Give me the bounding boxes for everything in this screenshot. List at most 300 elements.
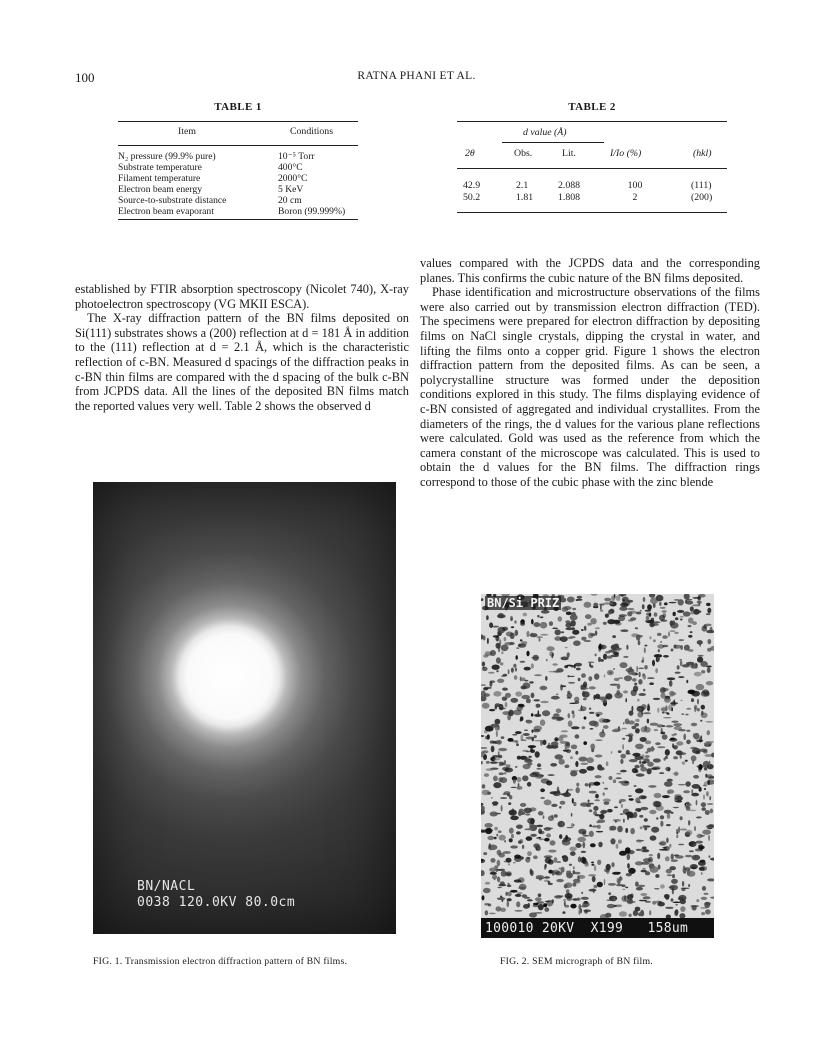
sem-grain: [487, 638, 489, 644]
sem-grain: [620, 662, 628, 668]
sem-grain: [660, 815, 664, 819]
sem-grain: [639, 900, 647, 902]
sem-grain: [597, 882, 603, 888]
sem-grain: [667, 677, 676, 680]
table1-value-cell: 20 cm: [278, 195, 302, 206]
sem-grain: [604, 674, 606, 678]
sem-grain: [548, 870, 552, 874]
sem-grain: [526, 751, 530, 753]
sem-grain: [634, 765, 639, 769]
sem-grain: [594, 865, 596, 871]
sem-grain: [685, 760, 688, 762]
sem-grain: [559, 868, 562, 870]
sem-grain: [593, 603, 598, 607]
sem-grain: [702, 626, 708, 632]
sem-grain: [576, 783, 579, 787]
sem-grain: [514, 879, 522, 882]
sem-grain: [654, 612, 658, 616]
sem-grain: [662, 610, 667, 613]
sem-grain: [490, 858, 495, 863]
sem-grain: [659, 901, 662, 904]
sem-grain: [561, 867, 565, 873]
sem-grain: [514, 855, 521, 859]
sem-grain: [569, 847, 576, 851]
sem-grain: [654, 888, 660, 889]
sem-grain: [610, 838, 615, 844]
figure2-top-label: BN/Si PRIZ: [487, 596, 560, 610]
table1: [118, 151, 345, 217]
sem-grain: [526, 631, 529, 637]
sem-grain: [501, 805, 503, 812]
sem-grain: [549, 621, 553, 626]
sem-grain: [516, 825, 523, 829]
sem-grain: [649, 594, 655, 598]
sem-grain: [595, 627, 600, 629]
table2-row: [457, 192, 727, 204]
sem-grain: [568, 713, 571, 718]
sem-grain: [533, 855, 538, 859]
sem-grain: [704, 893, 709, 895]
sem-grain: [579, 757, 588, 762]
sem-grain: [627, 600, 633, 603]
sem-grain: [659, 841, 666, 846]
sem-grain: [660, 607, 666, 609]
sem-grain: [623, 599, 625, 601]
sem-grain: [625, 828, 628, 833]
sem-grain: [686, 680, 688, 683]
sem-grain: [693, 733, 695, 737]
table2-col-intensity: I/Io (%): [610, 148, 642, 159]
sem-grain: [702, 886, 706, 891]
sem-grain: [662, 847, 666, 849]
sem-grain: [515, 630, 519, 636]
sem-grain: [644, 647, 646, 653]
sem-grain: [569, 789, 574, 791]
sem-grain: [536, 768, 541, 770]
sem-grain: [530, 749, 535, 753]
sem-grain: [536, 837, 539, 839]
sem-grain: [610, 601, 613, 603]
table1-row: [118, 162, 345, 173]
sem-grain: [623, 656, 629, 658]
table1-row: [118, 173, 345, 184]
sem-grain: [561, 730, 569, 732]
sem-grain: [538, 893, 542, 897]
sem-grain: [510, 633, 515, 639]
sem-grain: [501, 645, 509, 652]
sem-grain: [514, 675, 518, 680]
sem-grain: [511, 626, 514, 628]
sem-grain: [486, 615, 489, 620]
sem-grain: [493, 635, 499, 637]
sem-grain: [531, 693, 535, 699]
sem-grain: [701, 802, 706, 807]
sem-grain: [527, 899, 533, 901]
sem-grain: [653, 698, 660, 700]
sem-grain: [520, 622, 525, 626]
sem-grain: [697, 699, 699, 705]
sem-grain: [710, 897, 714, 899]
table1-col-conditions: Conditions: [290, 126, 334, 137]
sem-grain: [578, 910, 580, 915]
sem-grain: [507, 793, 510, 796]
sem-grain: [589, 791, 597, 794]
sem-grain: [531, 663, 534, 669]
table1-item-cell: Source-to-substrate distance: [118, 195, 227, 206]
sem-grain: [491, 746, 495, 753]
sem-grain: [656, 595, 664, 602]
sem-grain: [526, 836, 533, 841]
right-paragraph-1: values compared with the JCPDS data and the corresponding planes. This confirms the cubic nature of the BN films deposited.: [420, 256, 760, 285]
sem-grain: [634, 683, 637, 686]
sem-grain: [490, 872, 497, 875]
sem-grain: [502, 688, 508, 691]
sem-grain: [516, 901, 520, 907]
sem-grain: [692, 905, 697, 910]
sem-grain: [489, 622, 493, 628]
sem-grain: [686, 740, 691, 745]
sem-grain: [507, 901, 510, 908]
sem-grain: [619, 781, 625, 783]
table1-col-item: Item: [178, 126, 196, 137]
sem-grain: [552, 663, 557, 666]
sem-grain: [657, 656, 660, 661]
sem-grain: [581, 897, 589, 900]
sem-grain: [690, 611, 694, 615]
figure1-label-sample: BN/NACL: [137, 879, 196, 894]
sem-grain: [705, 744, 709, 746]
sem-grain: [492, 755, 500, 758]
sem-grain: [685, 803, 687, 806]
sem-grain: [665, 856, 670, 861]
sem-grain: [711, 753, 714, 758]
sem-grain: [481, 684, 486, 686]
sem-grain: [524, 897, 531, 899]
sem-grain: [537, 636, 543, 637]
sem-grain: [595, 630, 597, 635]
sem-grain: [484, 823, 492, 828]
sem-grain: [495, 719, 501, 725]
sem-grain: [558, 821, 565, 827]
sem-grain: [528, 756, 531, 758]
sem-grain: [595, 755, 603, 758]
sem-grain: [672, 734, 675, 737]
sem-grain: [638, 912, 645, 916]
table2-hkl-cell: (111): [691, 180, 712, 191]
sem-grain: [563, 750, 569, 752]
sem-grain: [692, 855, 701, 861]
sem-grain: [544, 907, 549, 912]
sem-grain: [689, 810, 696, 812]
sem-grain: [675, 617, 679, 620]
sem-grain: [703, 794, 705, 800]
sem-grain: [665, 698, 669, 700]
sem-grain: [555, 629, 561, 635]
sem-grain: [677, 746, 679, 747]
sem-grain: [621, 804, 623, 808]
sem-grain: [635, 797, 640, 802]
sem-grain: [585, 783, 589, 786]
sem-grain: [633, 910, 638, 916]
sem-grain: [628, 720, 635, 724]
sem-grain: [693, 775, 699, 779]
sem-grain: [540, 616, 544, 618]
sem-grain: [653, 801, 661, 807]
sem-grain: [524, 759, 533, 763]
sem-grain: [650, 723, 659, 726]
sem-grain: [706, 791, 709, 796]
sem-grain: [495, 727, 498, 731]
sem-grain: [564, 901, 566, 906]
table1-row: [118, 151, 345, 162]
sem-grain: [644, 827, 647, 830]
sem-grain: [573, 870, 576, 874]
sem-grain: [615, 648, 622, 650]
sem-grain: [659, 772, 664, 774]
sem-grain: [531, 657, 539, 659]
sem-grain: [507, 714, 511, 720]
sem-grain: [499, 772, 504, 775]
sem-grain: [682, 664, 690, 667]
table2-obs-cell: 2.1: [516, 180, 529, 191]
sem-grain: [565, 647, 568, 649]
sem-grain: [534, 622, 541, 627]
sem-grain: [511, 834, 514, 838]
sem-grain: [496, 657, 501, 663]
sem-grain: [664, 810, 672, 814]
sem-grain: [481, 747, 487, 749]
sem-grain: [493, 782, 501, 788]
sem-grain: [619, 799, 626, 802]
sem-grain: [575, 734, 580, 738]
sem-grain: [577, 596, 582, 599]
sem-grain: [627, 854, 631, 860]
sem-grain: [577, 898, 581, 901]
sem-grain: [540, 797, 544, 799]
sem-grain: [501, 871, 507, 877]
sem-grain: [626, 873, 632, 876]
sem-grain: [662, 635, 668, 639]
sem-grain: [525, 828, 534, 830]
sem-grain: [628, 795, 632, 797]
sem-grain: [607, 900, 613, 901]
sem-grain: [588, 676, 592, 681]
sem-grain: [657, 746, 665, 748]
sem-grain: [611, 655, 619, 658]
table1-item-cell: Electron beam evaporant: [118, 206, 214, 217]
sem-grain: [704, 788, 706, 790]
sem-grain: [680, 828, 687, 830]
sem-grain: [515, 731, 522, 734]
sem-grain: [495, 706, 497, 710]
sem-grain: [548, 850, 556, 853]
sem-grain: [487, 734, 490, 739]
sem-grain: [696, 684, 705, 690]
sem-grain: [680, 724, 682, 725]
sem-grain: [575, 761, 578, 767]
sem-grain: [497, 887, 501, 888]
sem-grain: [694, 826, 696, 831]
table2-obs-cell: 1.81: [516, 192, 534, 203]
sem-grain: [506, 858, 512, 863]
sem-grain: [618, 750, 622, 753]
sem-grain: [496, 740, 502, 745]
sem-grain: [701, 912, 705, 915]
sem-grain: [613, 668, 615, 670]
sem-grain: [520, 676, 522, 681]
sem-grain: [613, 728, 621, 731]
sem-grain: [650, 866, 659, 873]
sem-grain: [602, 729, 604, 734]
sem-grain: [629, 711, 634, 716]
sem-grain: [595, 739, 602, 741]
sem-grain: [651, 618, 655, 622]
sem-grain: [516, 655, 518, 660]
sem-grain: [573, 802, 576, 806]
sem-grain: [607, 670, 614, 675]
sem-grain: [696, 816, 702, 818]
sem-grain: [643, 674, 647, 679]
sem-grain: [571, 612, 576, 617]
sem-grain: [643, 712, 651, 714]
sem-grain: [577, 837, 586, 842]
sem-grain: [660, 732, 665, 735]
sem-grain: [570, 756, 573, 759]
sem-grain: [533, 843, 540, 848]
sem-grain: [662, 795, 670, 798]
sem-grain: [576, 600, 578, 601]
sem-grain: [671, 812, 674, 814]
sem-grain: [669, 844, 671, 848]
sem-grain: [647, 709, 649, 711]
sem-grain: [567, 637, 573, 639]
sem-grain: [674, 854, 679, 856]
sem-grain: [707, 774, 713, 779]
sem-grain: [644, 818, 648, 821]
sem-grain: [635, 627, 638, 629]
sem-grain: [652, 621, 660, 623]
left-column-text: [75, 282, 409, 413]
sem-grain: [698, 861, 706, 866]
sem-grain: [482, 895, 485, 900]
sem-grain: [504, 840, 506, 843]
sem-grain: [667, 789, 674, 793]
sem-grain: [620, 813, 624, 815]
sem-grain: [685, 781, 691, 786]
sem-grain: [558, 759, 564, 765]
table1-value-cell: 400°C: [278, 162, 303, 173]
sem-grain: [573, 866, 575, 869]
sem-grain: [620, 770, 627, 773]
table1-value-cell: 5 KeV: [278, 184, 304, 195]
sem-grain: [551, 804, 557, 807]
table2-body: [457, 180, 727, 210]
sem-grain: [508, 802, 511, 805]
sem-grain: [523, 613, 528, 617]
sem-grain: [517, 777, 522, 782]
sem-grain: [531, 619, 534, 625]
sem-grain: [653, 603, 656, 608]
sem-grain: [660, 884, 665, 888]
sem-grain: [527, 818, 535, 824]
sem-grain: [508, 738, 514, 742]
sem-grain: [665, 897, 669, 900]
sem-grain: [609, 826, 613, 831]
sem-grain: [609, 776, 613, 780]
sem-grain: [589, 824, 592, 827]
sem-grain: [678, 676, 684, 678]
sem-grain: [645, 901, 651, 903]
sem-grain: [683, 611, 691, 616]
sem-grain: [603, 725, 609, 729]
sem-grain: [591, 864, 594, 866]
sem-grain: [596, 831, 604, 833]
sem-grain: [485, 910, 489, 915]
sem-grain: [640, 767, 647, 772]
sem-grain: [613, 779, 616, 783]
sem-grain: [657, 853, 660, 859]
sem-grain: [499, 704, 504, 710]
sem-grain: [498, 748, 507, 751]
sem-grain: [626, 645, 628, 650]
sem-grain: [592, 876, 596, 882]
sem-grain: [511, 668, 514, 673]
sem-grain: [690, 631, 693, 633]
sem-grain: [491, 797, 493, 799]
sem-grain: [671, 859, 678, 862]
table2-group-rule: [502, 142, 604, 143]
sem-grain: [613, 819, 621, 822]
sem-grain: [513, 779, 516, 783]
sem-grain: [662, 645, 668, 648]
sem-grain: [498, 830, 502, 833]
sem-grain: [676, 741, 683, 745]
sem-grain: [583, 741, 587, 745]
sem-grain: [688, 649, 694, 652]
sem-grain: [496, 731, 498, 737]
sem-grain: [572, 713, 575, 719]
sem-grain: [667, 874, 673, 876]
sem-grain: [600, 810, 607, 814]
sem-grain: [523, 904, 529, 909]
table2-hkl-cell: (200): [691, 192, 713, 203]
sem-grain: [657, 633, 662, 636]
sem-grain: [501, 736, 505, 739]
sem-grain: [629, 798, 634, 800]
sem-grain: [603, 602, 611, 604]
sem-grain: [559, 735, 567, 738]
sem-grain: [490, 812, 498, 817]
sem-grain: [676, 750, 683, 755]
sem-grain: [582, 691, 585, 697]
sem-grain: [699, 737, 702, 743]
sem-grain: [534, 674, 542, 676]
sem-grain: [482, 667, 484, 669]
sem-grain: [496, 834, 498, 837]
sem-grain: [547, 646, 555, 651]
sem-grain: [645, 620, 649, 622]
sem-grain: [603, 622, 607, 625]
sem-grain: [584, 910, 588, 914]
sem-grain: [691, 867, 696, 870]
sem-grain: [515, 691, 522, 696]
sem-grain: [565, 623, 571, 628]
sem-grain: [555, 754, 564, 759]
sem-grain: [698, 601, 700, 606]
sem-grain: [492, 875, 497, 880]
table2-caption: TABLE 2: [568, 101, 616, 113]
sem-grain: [581, 629, 584, 631]
